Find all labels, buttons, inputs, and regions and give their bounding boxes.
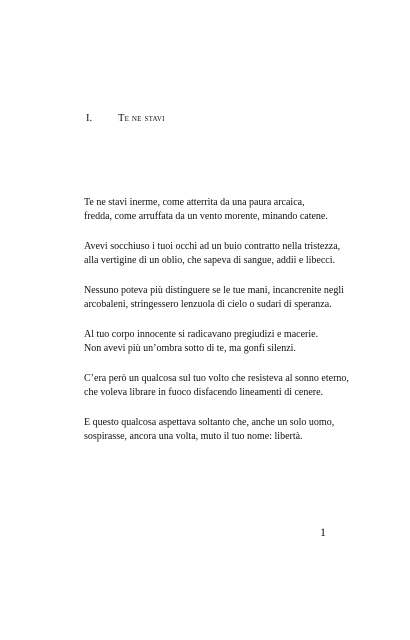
poem-body bbox=[84, 196, 384, 460]
stanza bbox=[84, 196, 384, 224]
stanza bbox=[84, 416, 384, 444]
poem-heading bbox=[86, 112, 165, 125]
poem-number: I. bbox=[86, 113, 93, 124]
verse-line: Nessuno poteva più distinguere se le tue mani, incancrenite negli bbox=[84, 285, 344, 296]
verse-line: Al tuo corpo innocente si radicavano pregiudizi e macerie. bbox=[84, 329, 319, 340]
stanza bbox=[84, 240, 384, 268]
stanza bbox=[84, 328, 384, 356]
poem-title: Te ne stavi bbox=[118, 113, 165, 124]
verse-line: E questo qualcosa aspettava soltanto che, anche un solo uomo, bbox=[84, 417, 335, 428]
stanza bbox=[84, 284, 384, 312]
verse-line: che voleva librare in fuoco disfacendo lineamenti di cenere. bbox=[84, 387, 324, 398]
verse-line: Te ne stavi inerme, come atterrita da una paura arcaica, bbox=[84, 197, 305, 208]
verse-line: sospirasse, ancora una volta, muto il tuo nome: libertà. bbox=[84, 431, 303, 442]
page-number: 1 bbox=[320, 525, 326, 539]
verse-line: alla vertigine di un oblio, che sapeva di sangue, addii e libecci. bbox=[84, 255, 336, 266]
verse-line: Non avevi più un’ombra sotto di te, ma gonfi silenzi. bbox=[84, 343, 296, 354]
verse-line: Avevi socchiuso i tuoi occhi ad un buio contratto nella tristezza, bbox=[84, 241, 341, 252]
verse-line: fredda, come arruffata da un vento morente, minando catene. bbox=[84, 211, 328, 222]
verse-line: C’era però un qualcosa sul tuo volto che resisteva al sonno eterno, bbox=[84, 373, 349, 384]
verse-line: arcobaleni, stringessero lenzuola di cielo o sudari di speranza. bbox=[84, 299, 332, 310]
stanza bbox=[84, 372, 384, 400]
